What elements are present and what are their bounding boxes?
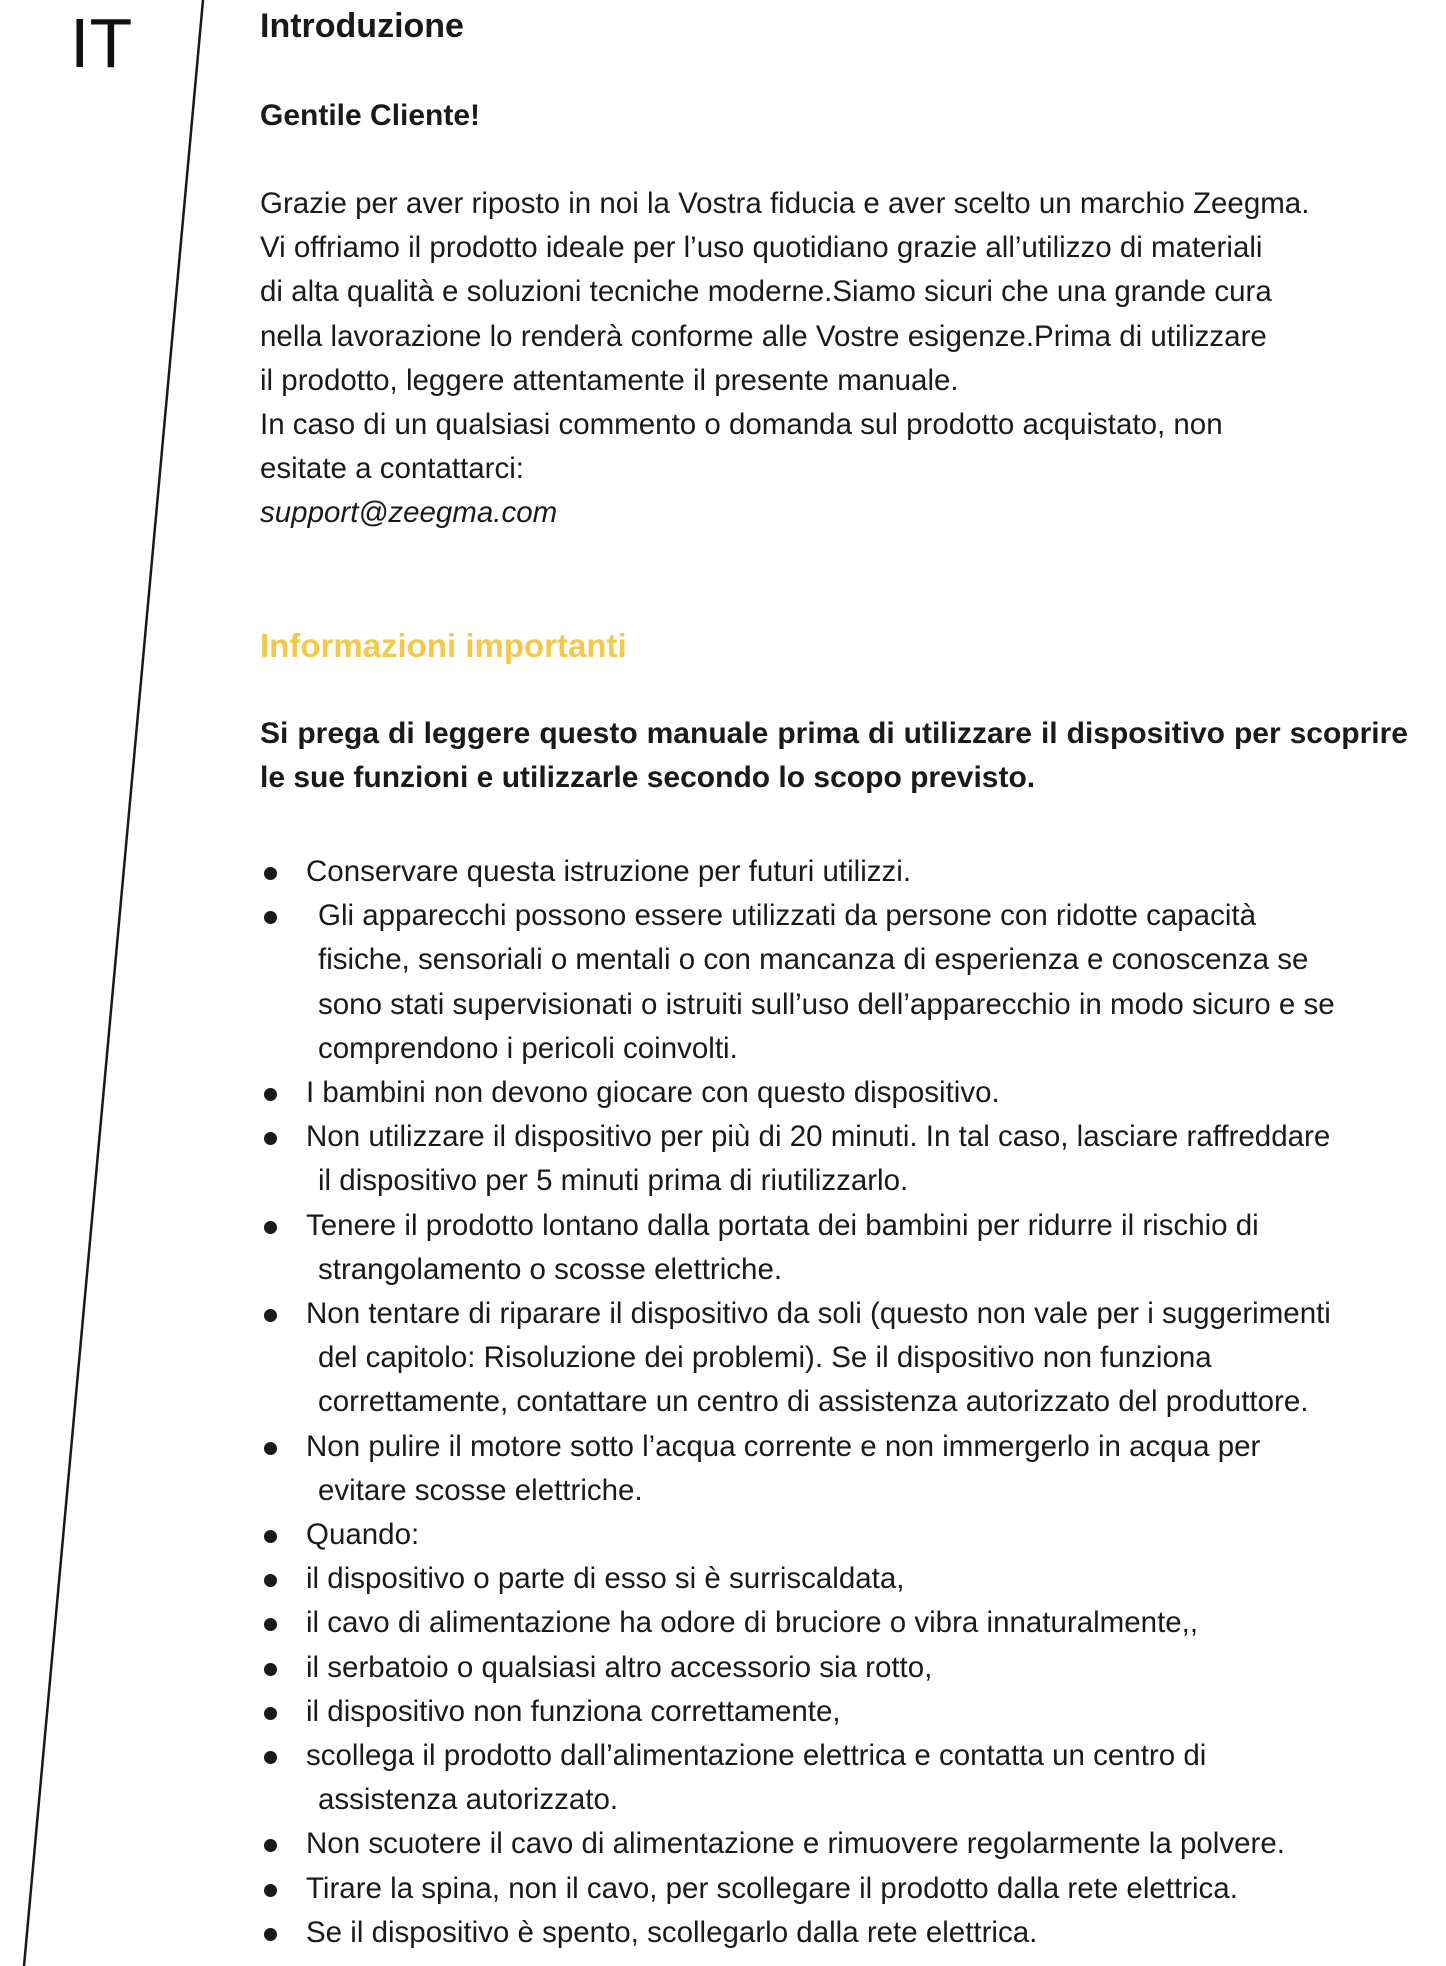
list-item xyxy=(260,894,1420,1071)
list-item xyxy=(260,1292,1420,1425)
bullet-icon xyxy=(264,1088,277,1101)
bullet-icon xyxy=(264,1442,277,1455)
list-item-line: evitare scosse elettriche. xyxy=(318,1473,643,1507)
list-item-line: sono stati supervisionati o istruiti sull’uso dell’apparecchio in modo sicuro e se xyxy=(318,987,1335,1021)
list-item-line: Tenere il prodotto lontano dalla portata dei bambini per ridurre il rischio di xyxy=(306,1208,1259,1242)
list-item-line: Se il dispositivo è spento, scollegarlo dalla rete elettrica. xyxy=(306,1915,1038,1949)
list-item xyxy=(260,1513,1420,1557)
intro-title: Introduzione xyxy=(260,7,464,45)
intro-line: esitate a contattarci: xyxy=(260,452,525,486)
list-item-line: scollega il prodotto dall’alimentazione elettrica e contatta un centro di xyxy=(306,1739,1207,1773)
bullet-icon xyxy=(264,1928,277,1941)
list-item xyxy=(260,1601,1420,1645)
list-item-text xyxy=(306,1911,1420,1955)
intro-line: il prodotto, leggere attentamente il presente manuale. xyxy=(260,363,959,397)
list-item-text xyxy=(306,1071,1420,1115)
list-item xyxy=(260,1425,1420,1513)
list-item-text xyxy=(306,1646,1420,1690)
list-item xyxy=(260,1071,1420,1115)
list-item-text xyxy=(306,1822,1420,1866)
page-divider-line xyxy=(0,0,220,1966)
bullet-icon xyxy=(264,1663,277,1676)
bullet-icon xyxy=(264,867,277,880)
list-item-text xyxy=(306,1425,1420,1513)
list-item-line: Non utilizzare il dispositivo per più di 20 minuti. In tal caso, lasciare raffreddare xyxy=(306,1120,1331,1154)
list-item-text xyxy=(306,1734,1420,1822)
list-item-line: fisiche, sensoriali o mentali o con mancanza di esperienza e conoscenza se xyxy=(318,943,1309,977)
list-item-line: comprendono i pericoli coinvolti. xyxy=(318,1031,738,1065)
safety-instructions-list xyxy=(260,850,1420,1955)
list-item-text xyxy=(306,1690,1420,1734)
list-item-text xyxy=(306,1601,1420,1645)
intro-line: In caso di un qualsiasi commento o domanda sul prodotto acquistato, non xyxy=(260,408,1223,442)
list-item-line: il cavo di alimentazione ha odore di bruciore o vibra innaturalmente,, xyxy=(306,1606,1199,1640)
list-item xyxy=(260,1690,1420,1734)
bullet-icon xyxy=(264,1839,277,1852)
list-item-text xyxy=(306,1292,1420,1425)
bullet-icon xyxy=(264,1530,277,1543)
list-item-line: Conservare questa istruzione per futuri utilizzi. xyxy=(306,855,912,888)
list-item xyxy=(260,1867,1420,1911)
list-item xyxy=(260,1646,1420,1690)
bullet-icon xyxy=(264,1884,277,1897)
list-item-line: del capitolo: Risoluzione dei problemi). Se il dispositivo non funziona xyxy=(318,1341,1212,1375)
list-item-line: strangolamento o scosse elettriche. xyxy=(318,1252,783,1286)
bullet-icon xyxy=(264,1221,277,1234)
list-item xyxy=(260,1204,1420,1292)
bullet-icon xyxy=(264,1751,277,1764)
bullet-icon xyxy=(264,911,277,924)
list-item xyxy=(260,1734,1420,1822)
intro-line: Grazie per aver riposto in noi la Vostra fiducia e aver scelto un marchio Zeegma. xyxy=(260,187,1310,220)
intro-line: Vi offriamo il prodotto ideale per l’uso quotidiano grazie all’utilizzo di materiali xyxy=(260,231,1263,265)
list-item-line: Non scuotere il cavo di alimentazione e rimuovere regolarmente la polvere. xyxy=(306,1827,1285,1861)
list-item xyxy=(260,1115,1420,1203)
list-item-line: assistenza autorizzato. xyxy=(318,1783,619,1817)
list-item-line: il dispositivo o parte di esso si è surriscaldata, xyxy=(306,1562,905,1596)
list-item-line: I bambini non devono giocare con questo dispositivo. xyxy=(306,1076,1000,1110)
list-item xyxy=(260,1822,1420,1866)
list-item-line: Gli apparecchi possono essere utilizzati da persone con ridotte capacità xyxy=(318,899,1256,933)
bullet-icon xyxy=(264,1618,277,1631)
list-item xyxy=(260,850,1420,894)
list-item-line: Quando: xyxy=(306,1518,420,1552)
list-item-line: Non pulire il motore sotto l’acqua corrente e non immergerlo in acqua per xyxy=(306,1429,1261,1463)
list-item-line: Tirare la spina, non il cavo, per scollegare il prodotto dalla rete elettrica. xyxy=(306,1871,1238,1905)
list-item-line: il dispositivo per 5 minuti prima di riutilizzarlo. xyxy=(318,1164,909,1198)
list-item-text xyxy=(306,1867,1420,1911)
list-item-text xyxy=(306,1557,1420,1601)
intro-line: di alta qualità e soluzioni tecniche moderne.Siamo sicuri che una grande cura xyxy=(260,275,1272,309)
list-item xyxy=(260,1911,1420,1955)
intro-paragraph xyxy=(260,182,1420,536)
list-item-text xyxy=(306,1204,1420,1292)
bullet-icon xyxy=(264,1707,277,1720)
list-item-line: Non tentare di riparare il dispositivo da soli (questo non vale per i suggerimenti xyxy=(306,1297,1331,1331)
list-item-text xyxy=(306,1115,1420,1203)
bullet-icon xyxy=(264,1132,277,1145)
bullet-icon xyxy=(264,1309,277,1322)
list-item xyxy=(260,1557,1420,1601)
support-email: support@zeegma.com xyxy=(260,496,558,530)
intro-line: nella lavorazione lo renderà conforme alle Vostre esigenze.Prima di utilizzare xyxy=(260,319,1267,353)
bullet-icon xyxy=(264,1574,277,1587)
list-item-text xyxy=(306,1513,1420,1557)
important-notice: Si prega di leggere questo manuale prima di utilizzare il dispositivo per scoprire le sue funzioni e utilizzarle secondo lo scopo previsto. xyxy=(260,717,1408,794)
list-item-line: correttamente, contattare un centro di assistenza autorizzato del produttore. xyxy=(318,1385,1309,1419)
list-item-text xyxy=(306,894,1420,1071)
list-item-line: il serbatoio o qualsiasi altro accessorio sia rotto, xyxy=(306,1650,933,1684)
language-code: IT xyxy=(70,4,133,82)
important-info-title: Informazioni importanti xyxy=(260,627,627,664)
list-item-line: il dispositivo non funziona correttamente, xyxy=(306,1694,841,1728)
list-item-text xyxy=(306,850,1420,894)
intro-greeting: Gentile Cliente! xyxy=(260,99,481,132)
